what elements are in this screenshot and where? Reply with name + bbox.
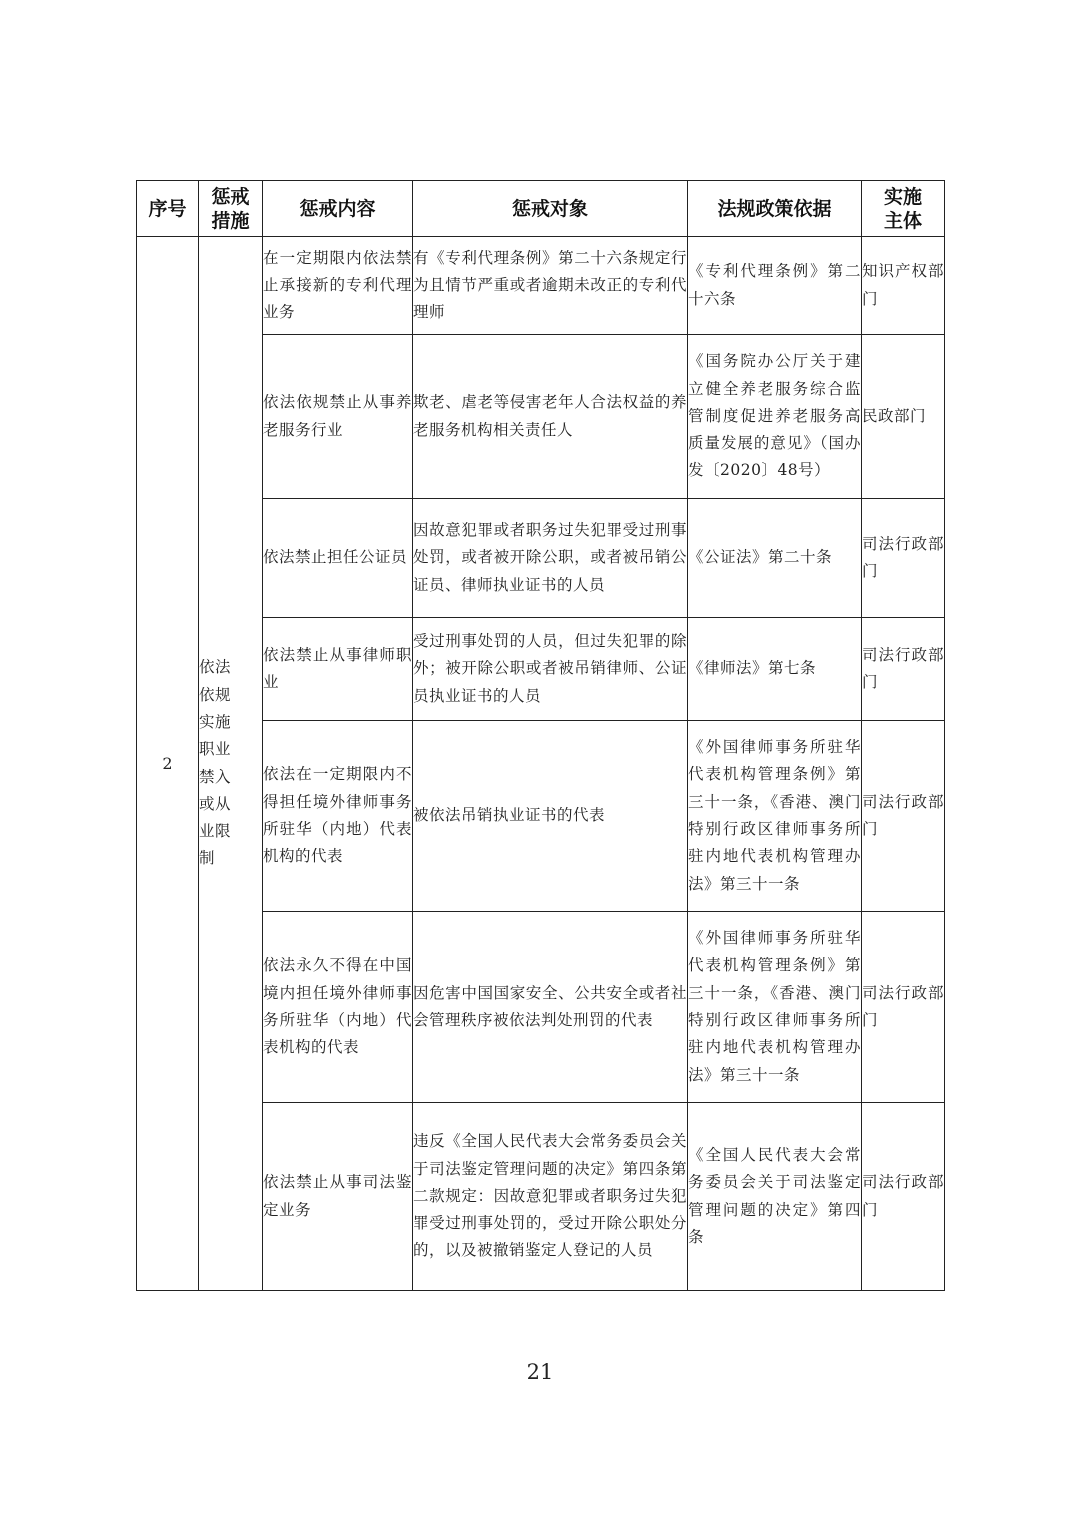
subject-cell: 司法行政部门	[862, 499, 945, 618]
header-subject-text: 实施主体	[883, 185, 922, 232]
subject-cell: 司法行政部门	[862, 618, 945, 721]
table-header-row	[137, 181, 945, 237]
basis-cell: 《国务院办公厅关于建立健全养老服务综合监管制度促进养老服务高质量发展的意见》（国办发〔2020〕48号）	[688, 335, 862, 499]
page-number: 21	[526, 1360, 554, 1384]
header-subject	[862, 181, 945, 237]
penalty-table	[136, 180, 945, 1291]
content-cell: 在一定期限内依法禁止承接新的专利代理业务	[263, 237, 413, 335]
target-cell: 因危害中国国家安全、公共安全或者社会管理秩序被依法判处刑罚的代表	[413, 912, 688, 1103]
target-cell: 受过刑事处罚的人员，但过失犯罪的除外；被开除公职或者被吊销律师、公证员执业证书的人员	[413, 618, 688, 721]
table-row	[137, 237, 945, 335]
content-cell: 依法依规禁止从事养老服务行业	[263, 335, 413, 499]
header-content: 惩戒内容	[263, 181, 413, 237]
header-measure-text: 惩戒措施	[211, 185, 250, 232]
basis-cell: 《专利代理条例》第二十六条	[688, 237, 862, 335]
header-measure	[199, 181, 263, 237]
header-basis: 法规政策依据	[688, 181, 862, 237]
subject-cell: 民政部门	[862, 335, 945, 499]
subject-cell: 司法行政部门	[862, 1103, 945, 1291]
content-cell: 依法永久不得在中国境内担任境外律师事务所驻华（内地）代表机构的代表	[263, 912, 413, 1103]
content-cell: 依法在一定期限内不得担任境外律师事务所驻华（内地）代表机构的代表	[263, 721, 413, 912]
target-cell: 被依法吊销执业证书的代表	[413, 721, 688, 912]
header-target: 惩戒对象	[413, 181, 688, 237]
content-cell: 依法禁止从事司法鉴定业务	[263, 1103, 413, 1291]
content-cell: 依法禁止从事律师职业	[263, 618, 413, 721]
row-seq: 2	[137, 237, 199, 1291]
subject-cell: 司法行政部门	[862, 721, 945, 912]
target-cell: 违反《全国人民代表大会常务委员会关于司法鉴定管理问题的决定》第四条第二款规定：因故意犯罪或者职务过失犯罪受过刑事处罚的，受过开除公职处分的，以及被撤销鉴定人登记的人员	[413, 1103, 688, 1291]
target-cell: 有《专利代理条例》第二十六条规定行为且情节严重或者逾期未改正的专利代理师	[413, 237, 688, 335]
measure-text: 依法依规实施职业禁入或从业限制	[199, 658, 232, 868]
subject-cell: 司法行政部门	[862, 912, 945, 1103]
content-cell: 依法禁止担任公证员	[263, 499, 413, 618]
basis-cell: 《外国律师事务所驻华代表机构管理条例》第三十一条，《香港、澳门特别行政区律师事务所驻内地代表机构管理办法》第三十一条	[688, 912, 862, 1103]
basis-cell: 《全国人民代表大会常务委员会关于司法鉴定管理问题的决定》第四条	[688, 1103, 862, 1291]
basis-cell: 《公证法》第二十条	[688, 499, 862, 618]
basis-cell: 《律师法》第七条	[688, 618, 862, 721]
target-cell: 欺老、虐老等侵害老年人合法权益的养老服务机构相关责任人	[413, 335, 688, 499]
header-seq: 序号	[137, 181, 199, 237]
subject-cell: 知识产权部门	[862, 237, 945, 335]
measure-cell	[199, 237, 263, 1291]
basis-cell: 《外国律师事务所驻华代表机构管理条例》第三十一条，《香港、澳门特别行政区律师事务所驻内地代表机构管理办法》第三十一条	[688, 721, 862, 912]
target-cell: 因故意犯罪或者职务过失犯罪受过刑事处罚，或者被开除公职，或者被吊销公证员、律师执业证书的人员	[413, 499, 688, 618]
